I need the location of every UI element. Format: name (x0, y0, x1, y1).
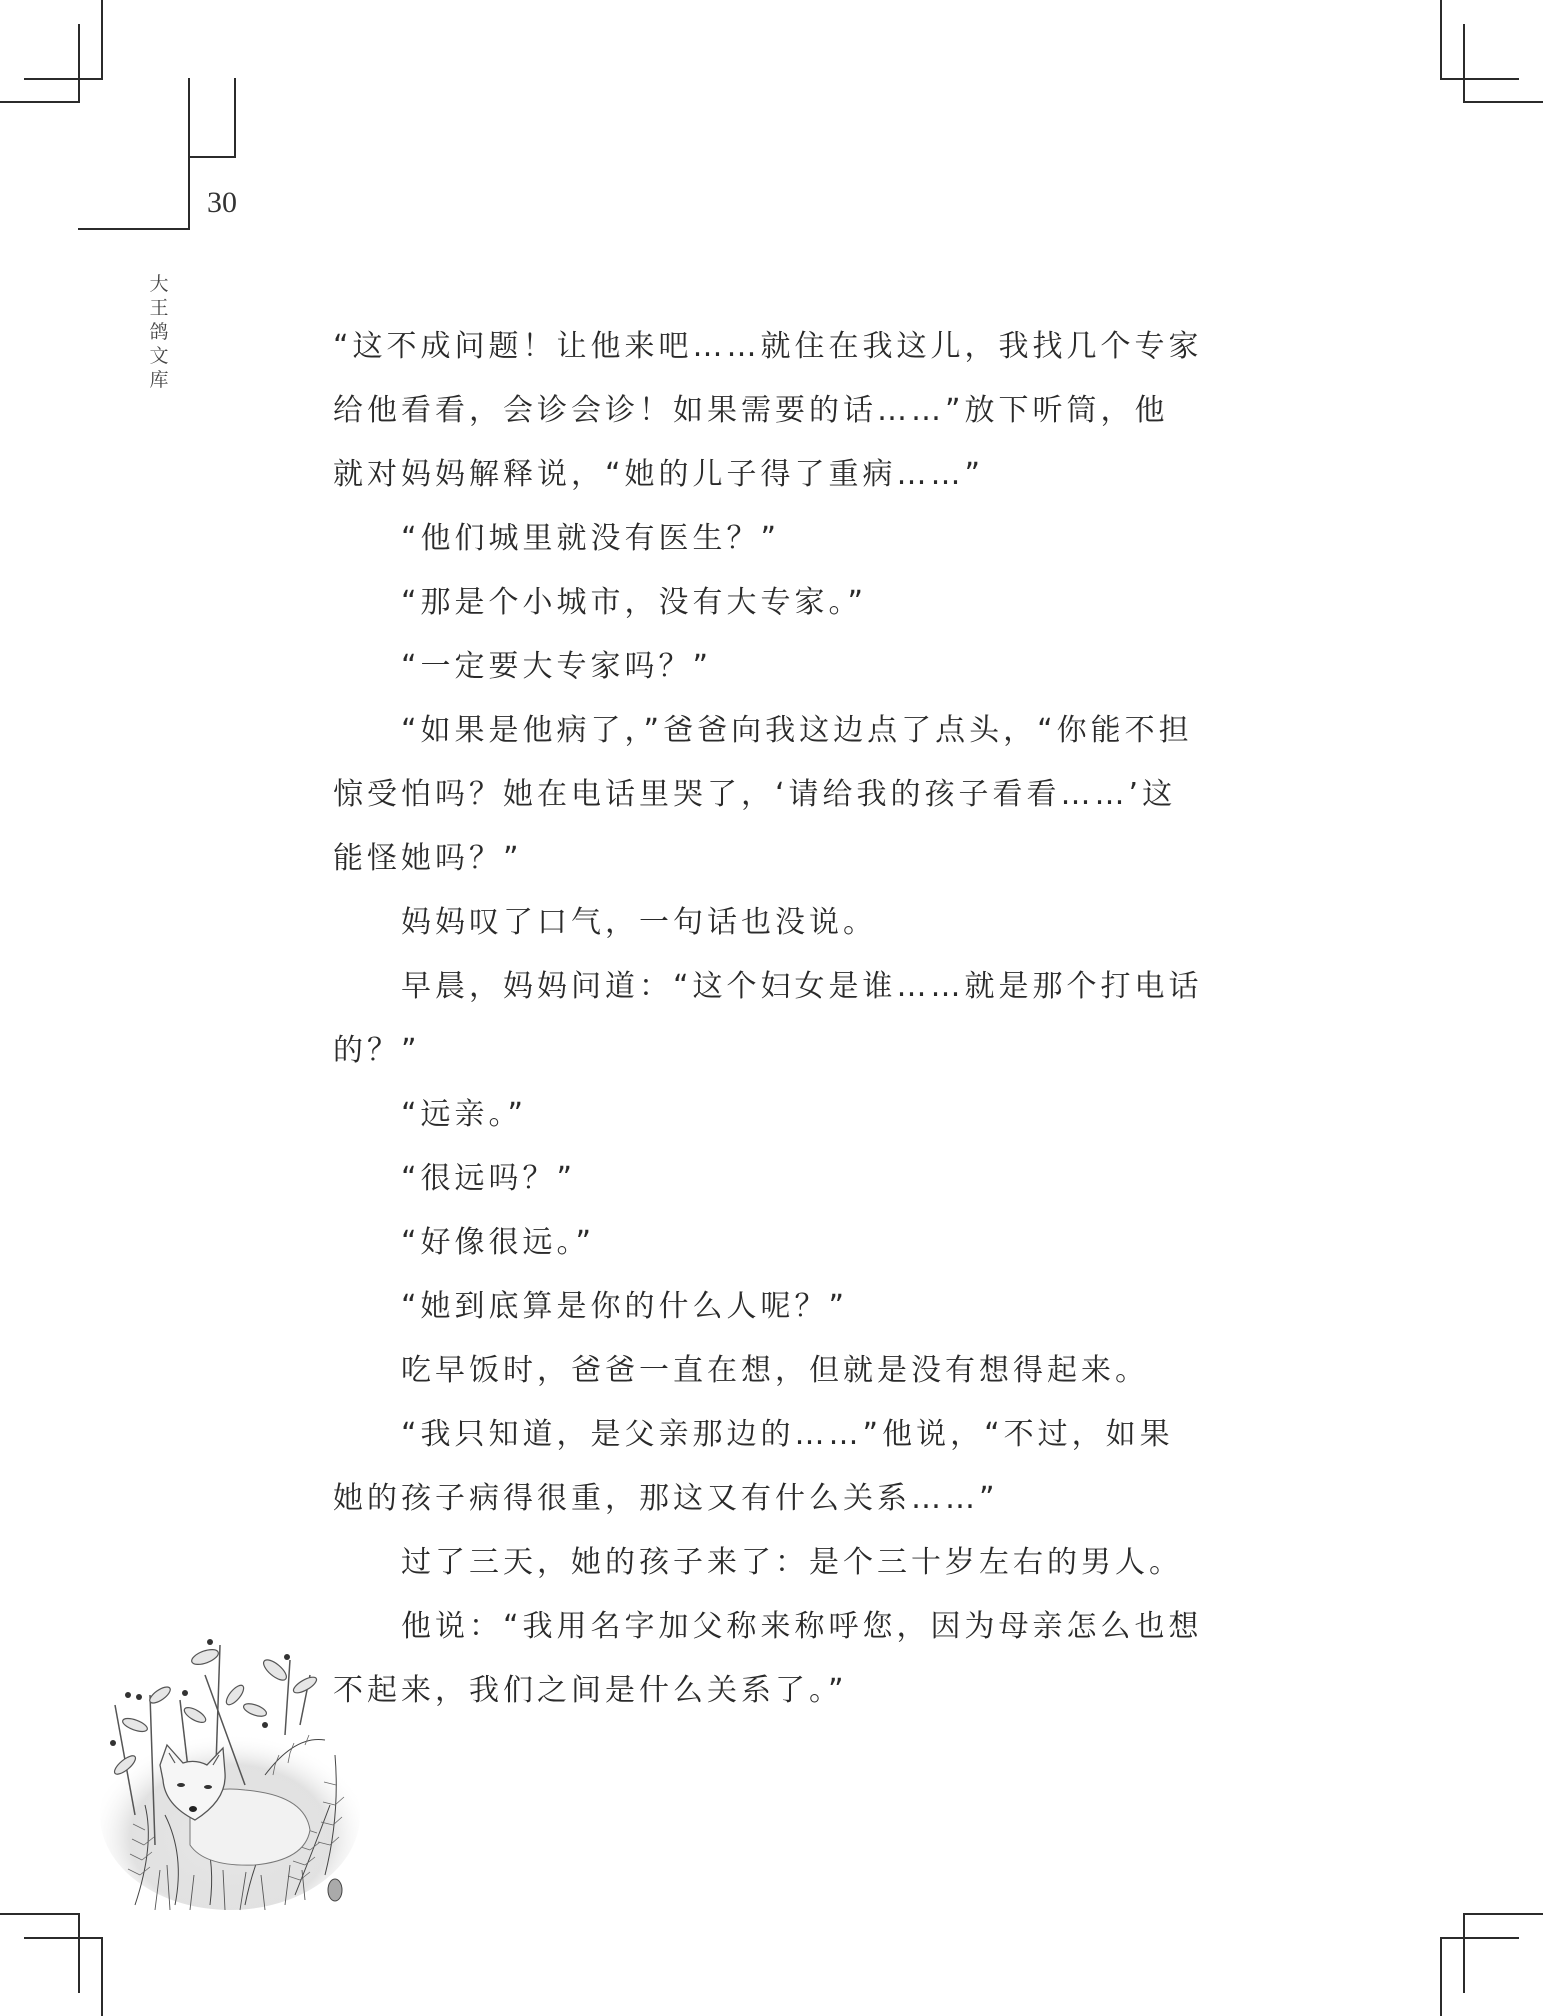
text-line: 过了三天，她的孩子来了：是个三十岁左右的男人。 (401, 1545, 1183, 1580)
header-rule-v-left (188, 78, 190, 230)
fox-sketch-icon (95, 1615, 365, 1915)
series-title-char: 大 (149, 273, 169, 295)
text-line: 给他看看，会诊会诊！如果需要的话……”放下听筒，他 (333, 393, 1169, 428)
crop-mark-tr-outer-v (1440, 0, 1442, 79)
fox-illustration (95, 1615, 365, 1915)
crop-mark-br-inner-v (1440, 1937, 1442, 2016)
text-line: 的？” (333, 1033, 421, 1068)
text-line: “我只知道，是父亲那边的……”他说，“不过，如果 (401, 1417, 1174, 1452)
crop-mark-tl-outer-h (24, 78, 103, 80)
header-rule-h-short (188, 156, 236, 158)
series-title-char: 文 (149, 345, 169, 367)
crop-mark-bl-inner-h (24, 1937, 103, 1939)
crop-mark-bl-outer-h (0, 1913, 80, 1915)
text-line: 能怪她吗？” (333, 841, 523, 876)
crop-mark-tr-outer-h (1440, 78, 1519, 80)
series-title (147, 272, 171, 392)
crop-mark-br-inner-h (1440, 1937, 1519, 1939)
crop-mark-bl-inner-v (101, 1937, 103, 2016)
series-title-char: 王 (149, 297, 169, 319)
body-text (333, 315, 1203, 1723)
crop-mark-tl-inner-v (78, 24, 80, 103)
crop-mark-br-outer-h (1463, 1913, 1543, 1915)
header-rule-v-right (234, 78, 236, 158)
text-line: 惊受怕吗？她在电话里哭了，‘请给我的孩子看看……’这 (333, 777, 1177, 812)
crop-mark-tl-inner-h (0, 101, 80, 103)
text-line: “如果是他病了，”爸爸向我这边点了点头，“你能不担 (401, 713, 1193, 748)
text-line: 她的孩子病得很重，那这又有什么关系……” (333, 1481, 999, 1516)
page-number: 30 (207, 186, 237, 219)
text-line: “他们城里就没有医生？” (401, 521, 781, 556)
text-line: 早晨，妈妈问道：“这个妇女是谁……就是那个打电话 (401, 969, 1203, 1004)
crop-mark-tr-inner-v (1463, 24, 1465, 103)
series-title-char: 库 (149, 369, 169, 391)
text-line: 妈妈叹了口气，一句话也没说。 (401, 905, 877, 940)
text-line: 他说：“我用名字加父称来称呼您，因为母亲怎么也想 (401, 1609, 1203, 1644)
text-line: 吃早饭时，爸爸一直在想，但就是没有想得起来。 (401, 1353, 1149, 1388)
header-rule-h-long (78, 228, 190, 230)
crop-mark-tl-outer-v (101, 0, 103, 79)
series-title-char: 鸽 (149, 321, 169, 343)
text-line: 就对妈妈解释说，“她的儿子得了重病……” (333, 457, 985, 492)
text-line: “她到底算是你的什么人呢？” (401, 1289, 849, 1324)
text-line: “那是个小城市，没有大专家。” (401, 585, 868, 620)
crop-mark-bl-outer-v (78, 1913, 80, 1993)
text-line: “远亲。” (401, 1097, 528, 1132)
crop-mark-br-outer-v (1463, 1913, 1465, 1993)
text-line: 不起来，我们之间是什么关系了。” (333, 1673, 848, 1708)
text-line: “好像很远。” (401, 1225, 596, 1260)
text-line: “一定要大专家吗？” (401, 649, 713, 684)
crop-mark-tr-inner-h (1463, 101, 1543, 103)
text-line: “很远吗？” (401, 1161, 577, 1196)
text-line: “这不成问题！让他来吧……就住在我这儿，我找几个专家 (333, 329, 1203, 364)
